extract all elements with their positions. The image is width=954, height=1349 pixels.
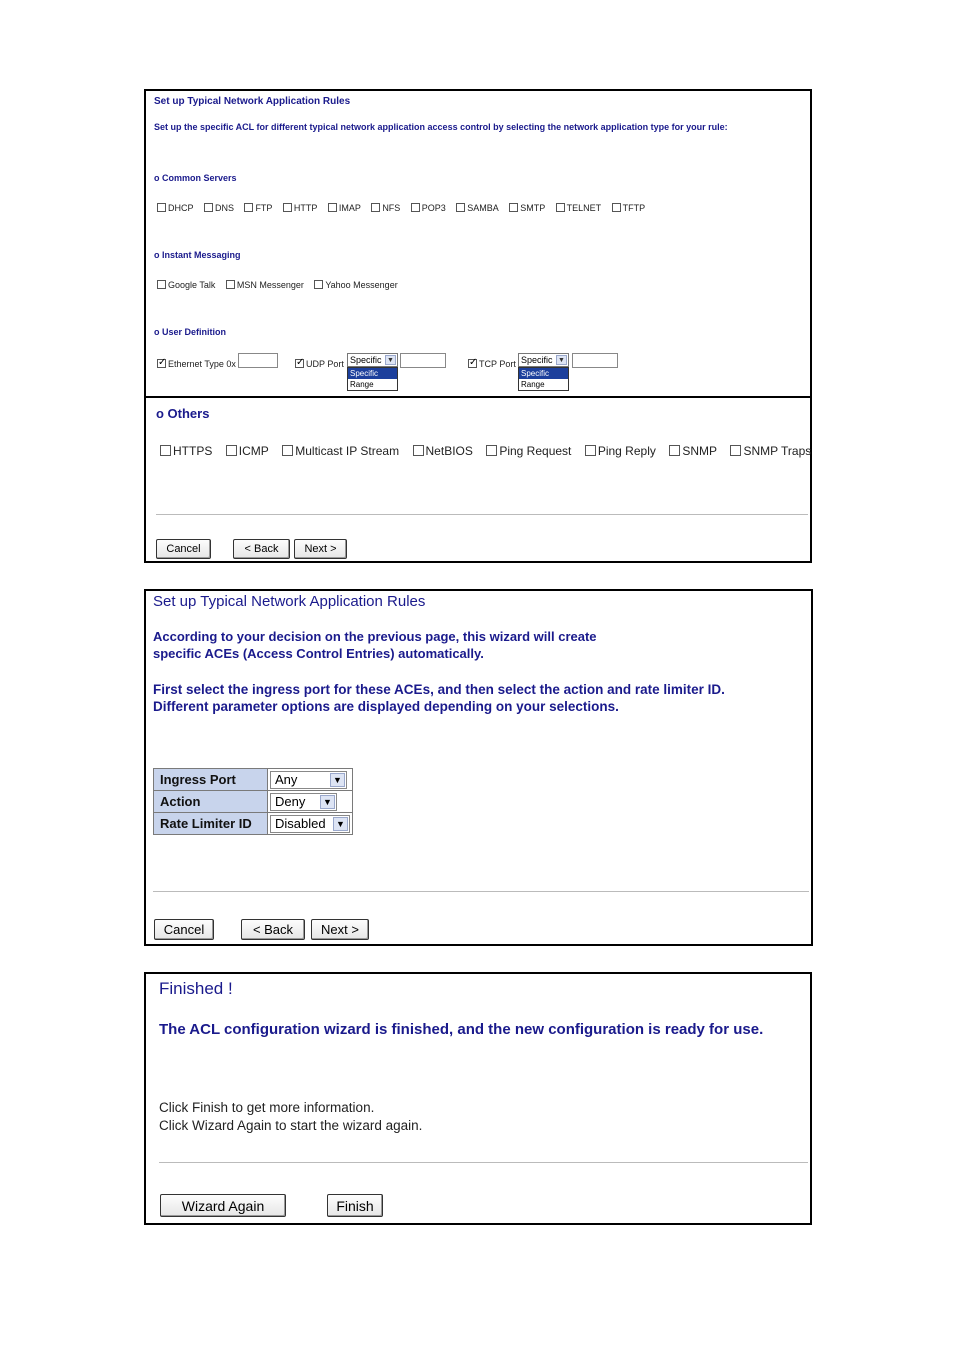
checkbox-label: Multicast IP Stream (295, 443, 400, 458)
checkbox-ping-request[interactable] (486, 444, 571, 458)
checkbox-box[interactable] (585, 445, 596, 456)
checkbox-label: SAMBA (467, 202, 499, 213)
wizard-again-button[interactable]: Wizard Again (160, 1194, 286, 1217)
checkbox-label: HTTP (293, 202, 318, 213)
common-servers-checkbox-row (157, 199, 651, 217)
checkbox-label: TELNET (566, 202, 602, 213)
checkbox-https[interactable] (160, 444, 212, 458)
checkbox-telnet[interactable] (556, 203, 602, 213)
wizard-panel-ingress-settings (144, 589, 813, 946)
checkbox-google-talk[interactable] (157, 280, 215, 290)
checkbox-box[interactable] (160, 445, 171, 456)
udp-port-select[interactable] (347, 353, 398, 367)
tcp-port-select-value: Specific (521, 355, 553, 365)
ethernet-type-input[interactable] (238, 353, 278, 368)
page-description: Set up the specific ACL for different typical network application access control by selecting the network application type for your rule: (154, 122, 728, 132)
checkbox-label: UDP Port (306, 358, 344, 369)
checkbox-box[interactable] (283, 203, 292, 212)
next-button[interactable]: Next > (294, 539, 347, 559)
checkbox-box[interactable] (486, 445, 497, 456)
checkbox-msn-messenger[interactable] (226, 280, 304, 290)
checkbox-box[interactable] (371, 203, 380, 212)
wizard-panel-application-types (144, 89, 812, 398)
checkbox-tftp[interactable] (612, 203, 646, 213)
checkbox-box[interactable] (509, 203, 518, 212)
checkbox-snmp[interactable] (669, 444, 717, 458)
checkbox-box[interactable] (157, 359, 166, 368)
description-line: Different parameter options are displayed depending on your selections. (153, 699, 619, 714)
finish-hint: Click Finish to get more information. (159, 1100, 375, 1115)
checkbox-snmp-traps[interactable] (730, 444, 811, 458)
wizard-again-hint: Click Wizard Again to start the wizard again. (159, 1118, 423, 1133)
description-line: First select the ingress port for these ACEs, and then select the action and rate limiter ID. (153, 682, 725, 697)
tcp-port-dropdown-list (518, 367, 569, 391)
table-row (154, 813, 353, 835)
table-row (154, 791, 353, 813)
checkbox-label: SMTP (520, 202, 546, 213)
checkbox-box[interactable] (295, 359, 304, 368)
checkbox-label: DHCP (168, 202, 194, 213)
action-select-value: Deny (275, 794, 306, 809)
checkbox-smtp[interactable] (509, 203, 545, 213)
rate-limiter-id-select[interactable] (270, 815, 350, 833)
checkbox-box[interactable] (328, 203, 337, 212)
dropdown-option-range[interactable]: Range (521, 380, 545, 389)
checkbox-label: Google Talk (168, 279, 216, 290)
checkbox-box[interactable] (411, 203, 420, 212)
checkbox-yahoo-messenger[interactable] (314, 280, 397, 290)
checkbox-ftp[interactable] (244, 203, 272, 213)
finish-button[interactable]: Finish (327, 1194, 383, 1217)
divider (153, 891, 809, 892)
divider (159, 1162, 808, 1163)
table-row (154, 769, 353, 791)
tcp-port-input[interactable] (572, 353, 618, 368)
chevron-down-icon[interactable]: ▼ (333, 817, 348, 831)
others-checkbox-row (160, 443, 811, 461)
checkbox-ethernet-type[interactable] (157, 355, 242, 373)
checkbox-netbios[interactable] (413, 444, 473, 458)
ingress-port-cell (268, 769, 353, 791)
checkbox-label: SNMP Traps (743, 443, 812, 458)
divider (156, 514, 808, 515)
section-heading-user-definition: o User Definition (154, 327, 227, 337)
checkbox-box[interactable] (556, 203, 565, 212)
wizard-panel-finished (144, 972, 812, 1225)
section-heading-common-servers: o Common Servers (154, 173, 237, 183)
checkbox-box[interactable] (413, 445, 424, 456)
checkbox-label: Ethernet Type 0x (168, 358, 236, 369)
checkbox-label: MSN Messenger (236, 279, 304, 290)
chevron-down-icon[interactable]: ▼ (385, 355, 396, 365)
checkbox-box[interactable] (204, 203, 213, 212)
checkbox-box[interactable] (468, 359, 477, 368)
checkbox-label: Ping Request (499, 443, 572, 458)
section-heading-instant-messaging: o Instant Messaging (154, 250, 241, 260)
ingress-port-label: Ingress Port (154, 769, 268, 791)
checkbox-icmp[interactable] (226, 444, 269, 458)
checkbox-label: Yahoo Messenger (325, 279, 398, 290)
checkbox-label: FTP (255, 202, 273, 213)
back-button[interactable]: < Back (241, 919, 305, 940)
page-title: Set up Typical Network Application Rules (154, 96, 351, 107)
chevron-down-icon[interactable]: ▼ (330, 773, 345, 787)
checkbox-box[interactable] (226, 445, 237, 456)
checkbox-samba[interactable] (456, 203, 499, 213)
checkbox-box[interactable] (730, 445, 741, 456)
cancel-button[interactable]: Cancel (154, 919, 214, 940)
checkbox-box[interactable] (612, 203, 621, 212)
checkbox-box[interactable] (669, 445, 680, 456)
action-label: Action (154, 791, 268, 813)
checkbox-box[interactable] (157, 280, 166, 289)
checkbox-label: SNMP (682, 443, 717, 458)
dropdown-option-specific[interactable]: Specific (348, 368, 397, 379)
finished-message: The ACL configuration wizard is finished, and the new configuration is ready for use. (159, 1021, 764, 1038)
checkbox-label: NFS (382, 202, 401, 213)
checkbox-box[interactable] (282, 445, 293, 456)
udp-port-input[interactable] (400, 353, 446, 368)
action-select[interactable] (270, 793, 337, 811)
checkbox-label: NetBIOS (425, 443, 473, 458)
chevron-down-icon[interactable]: ▼ (556, 355, 567, 365)
tcp-port-select[interactable] (518, 353, 569, 367)
checkbox-ping-reply[interactable] (585, 444, 656, 458)
checkbox-label: TFTP (622, 202, 646, 213)
wizard-panel-others (144, 396, 812, 563)
checkbox-label: POP3 (421, 202, 446, 213)
checkbox-dns[interactable] (204, 203, 234, 213)
checkbox-pop3[interactable] (411, 203, 446, 213)
ingress-port-select-value: Any (275, 772, 298, 787)
checkbox-box[interactable] (314, 280, 323, 289)
checkbox-tcp-port[interactable] (468, 355, 522, 373)
checkbox-imap[interactable] (328, 203, 361, 213)
rate-limiter-id-label: Rate Limiter ID (154, 813, 268, 835)
dropdown-option-range[interactable]: Range (350, 380, 374, 389)
checkbox-label: Ping Reply (597, 443, 656, 458)
checkbox-box[interactable] (456, 203, 465, 212)
checkbox-box[interactable] (157, 203, 166, 212)
checkbox-box[interactable] (244, 203, 253, 212)
checkbox-label: ICMP (238, 443, 269, 458)
description-line: specific ACEs (Access Control Entries) automatically. (153, 646, 484, 661)
checkbox-http[interactable] (283, 203, 318, 213)
description-line: According to your decision on the previous page, this wizard will create (153, 629, 597, 644)
checkbox-label: IMAP (338, 202, 361, 213)
back-button[interactable]: < Back (233, 539, 290, 559)
udp-port-select-value: Specific (350, 355, 382, 365)
chevron-down-icon[interactable]: ▼ (320, 795, 335, 809)
checkbox-label: TCP Port (479, 358, 516, 369)
page-title: Finished ! (159, 979, 233, 998)
checkbox-dhcp[interactable] (157, 203, 194, 213)
checkbox-label: DNS (214, 202, 234, 213)
instant-messaging-checkbox-row (157, 276, 404, 294)
dropdown-option-specific[interactable]: Specific (519, 368, 568, 379)
page-title: Set up Typical Network Application Rules (153, 593, 426, 610)
action-cell (268, 791, 353, 813)
checkbox-label: HTTPS (173, 443, 213, 458)
cancel-button[interactable]: Cancel (156, 539, 211, 559)
ace-settings-table (153, 768, 353, 835)
next-button[interactable]: Next > (311, 919, 369, 940)
checkbox-box[interactable] (226, 280, 235, 289)
ingress-port-select[interactable] (270, 771, 347, 789)
checkbox-multicast-ip-stream[interactable] (282, 444, 399, 458)
section-heading-others: o Others (156, 406, 210, 421)
checkbox-udp-port[interactable] (295, 355, 350, 373)
checkbox-nfs[interactable] (371, 203, 400, 213)
rate-limiter-id-cell (268, 813, 353, 835)
rate-limiter-id-select-value: Disabled (275, 816, 326, 831)
udp-port-dropdown-list (347, 367, 398, 391)
